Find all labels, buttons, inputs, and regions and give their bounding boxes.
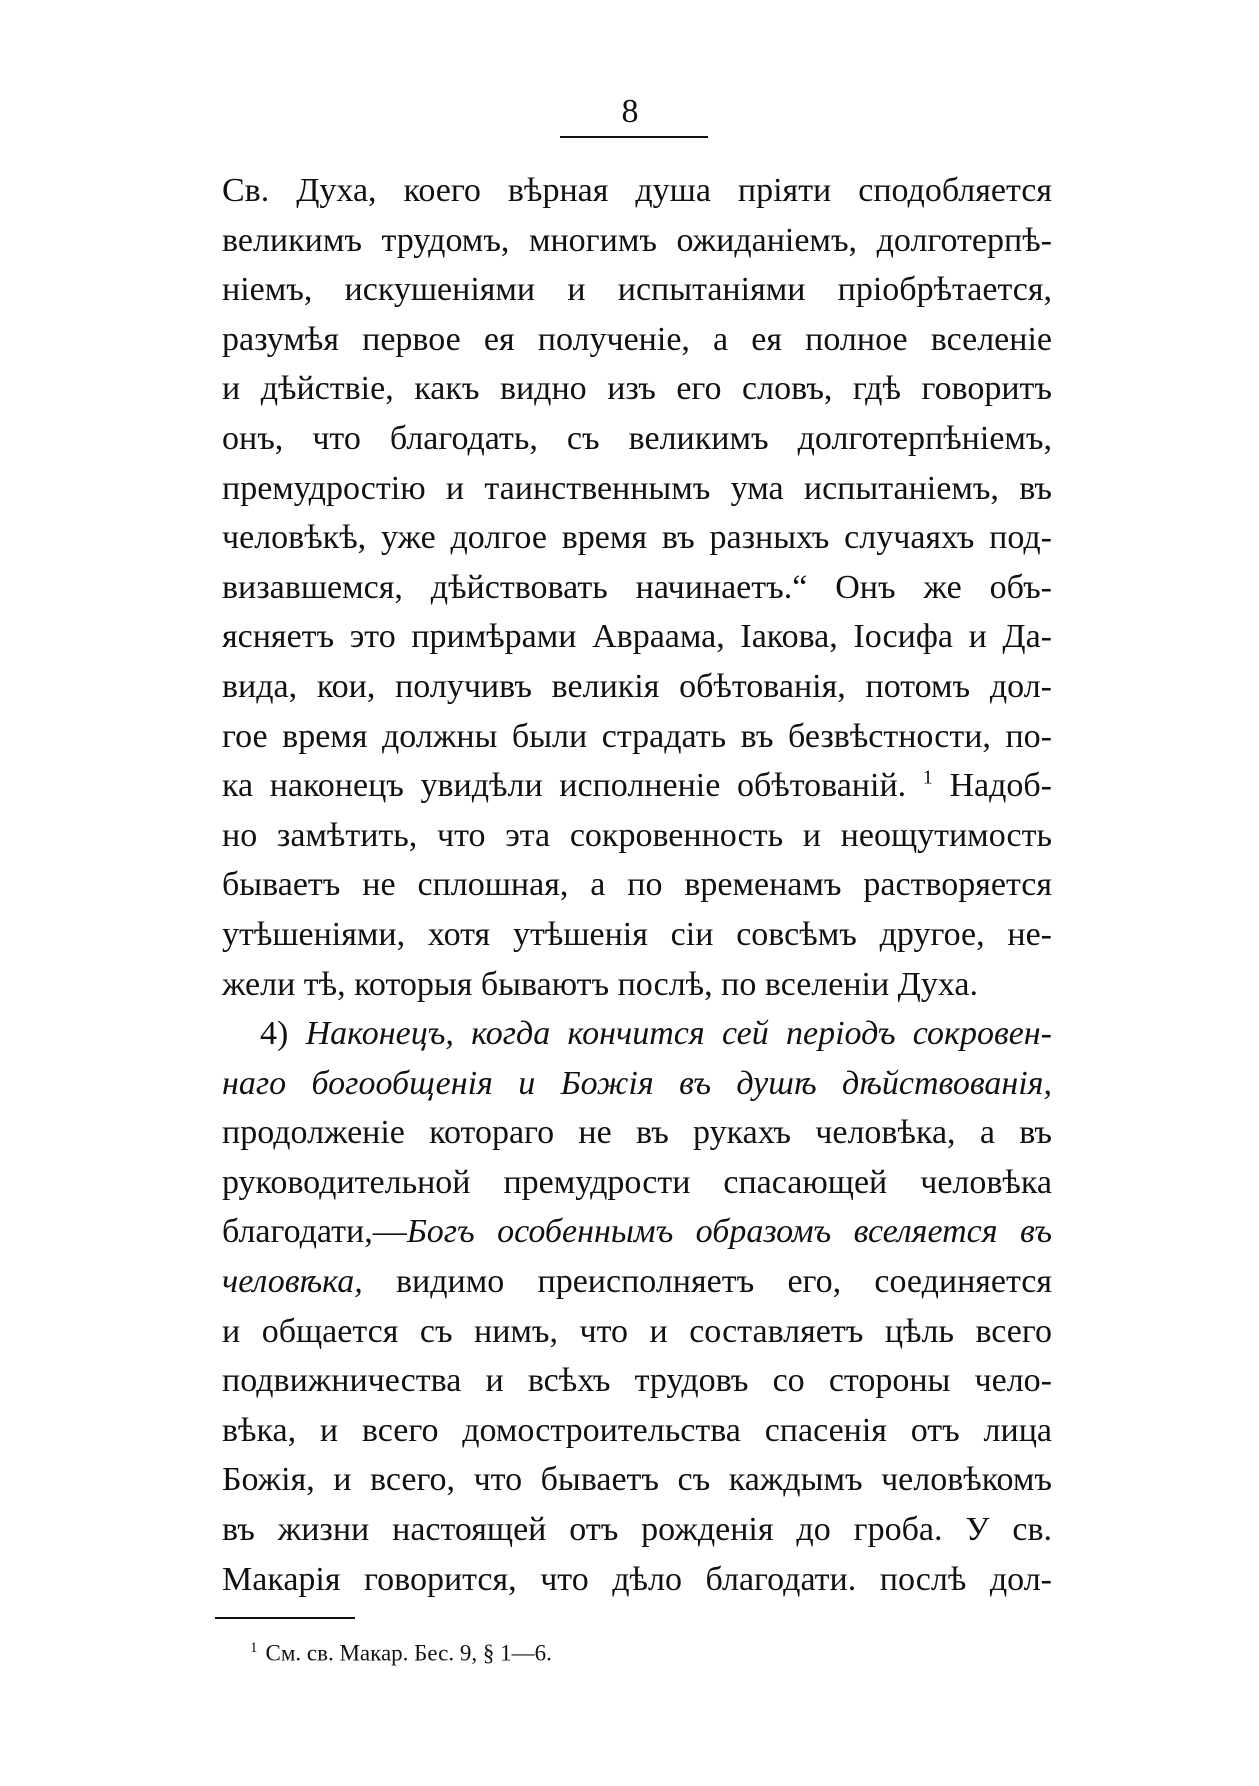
text-line: и дѣйствіе, какъ видно изъ его словъ, гдѣ говоритъ [222,370,1052,408]
mixed-line [222,1257,1052,1307]
footnote-reference: 1 [922,766,933,789]
italic-segment: Богъ особеннымъ образомъ вселяется въ [406,1213,1052,1251]
italic-line: наго богообщенія и Божія въ душѣ дѣйствованія, [222,1064,1052,1102]
text-line: человѣкѣ, уже долгое время въ разныхъ случаяхъ под- [222,519,1052,557]
footnote [250,1632,552,1670]
text-line: жели тѣ, которыя бываютъ послѣ, по вселеніи Духа. [222,965,979,1003]
text-line: утѣшеніями, хотя утѣшенія сіи совсѣмъ другое, не- [222,915,1052,953]
footnote-rule [215,1617,355,1619]
list-number: 4) [260,1015,289,1053]
text-line: въ жизни настоящей отъ рожденія до гроба. У св. [222,1511,1052,1549]
text-line: премудростію и таинственнымъ ума испытаніемъ, въ [222,469,1052,507]
text-line: подвижничества и всѣхъ трудовъ со стороны чело- [222,1362,1052,1400]
text-segment: ка наконецъ увидѣли исполненіе обѣтованій. [222,767,907,805]
text-line: великимъ трудомъ, многимъ ожиданіемъ, долготерпѣ- [222,221,1052,259]
text-line: руководительной премудрости спасающей человѣка [222,1163,1052,1201]
text-line: бываетъ не сплошная, а по временамъ растворяется [222,866,1052,904]
paragraph-start-line [222,1009,1052,1059]
text-line: вида, кои, получивъ великія обѣтованія, потомъ дол- [222,667,1052,705]
text-line: Макарія говорится, что дѣло благодати. послѣ дол- [222,1560,1052,1598]
text-line: Божія, и всего, что бываетъ съ каждымъ человѣкомъ [222,1461,1052,1499]
footnote-mark: 1 [250,1640,258,1656]
footnote-text: См. св. Макар. Бес. 9, § 1—6. [265,1640,552,1666]
mixed-line [222,1207,1052,1257]
italic-segment: Наконецъ, когда кончится сей періодъ сокровен- [305,1015,1052,1053]
text-line: но замѣтить, что эта сокровенность и неощутимость [222,816,1052,854]
text-line: вѣка, и всего домостроительства спасенія отъ лица [222,1411,1052,1449]
text-line: ясняетъ это примѣрами Авраама, Іакова, Іосифа и Да- [222,618,1052,656]
italic-segment: человѣка, [222,1263,363,1301]
text-line: ніемъ, искушеніями и испытаніями пріобрѣтается, [222,271,1052,309]
page-number: 8 [621,93,639,130]
text-line-with-note-ref [222,761,1052,811]
text-line: разумѣя первое ея полученіе, а ея полное вселеніе [222,320,1052,358]
text-segment: видимо преисполняетъ его, соединяется [395,1263,1052,1301]
text-line: гое время должны были страдать въ безвѣстности, по- [222,717,1052,755]
text-line: онъ, что благодать, съ великимъ долготерпѣніемъ, [222,419,1052,457]
text-segment: благодати,— [222,1213,407,1251]
text-line: Св. Духа, коего вѣрная душа пріяти сподобляется [222,172,1052,209]
body-text [222,166,1052,1604]
text-segment: Надоб- [949,767,1053,805]
header-rule [560,136,708,138]
text-line: продолженіе котораго не въ рукахъ человѣка, а въ [222,1114,1052,1152]
text-line: визавшемся, дѣйствовать начинаетъ.“ Онъ же объ- [222,568,1052,606]
text-line: и общается съ нимъ, что и составляетъ цѣль всего [222,1312,1052,1350]
